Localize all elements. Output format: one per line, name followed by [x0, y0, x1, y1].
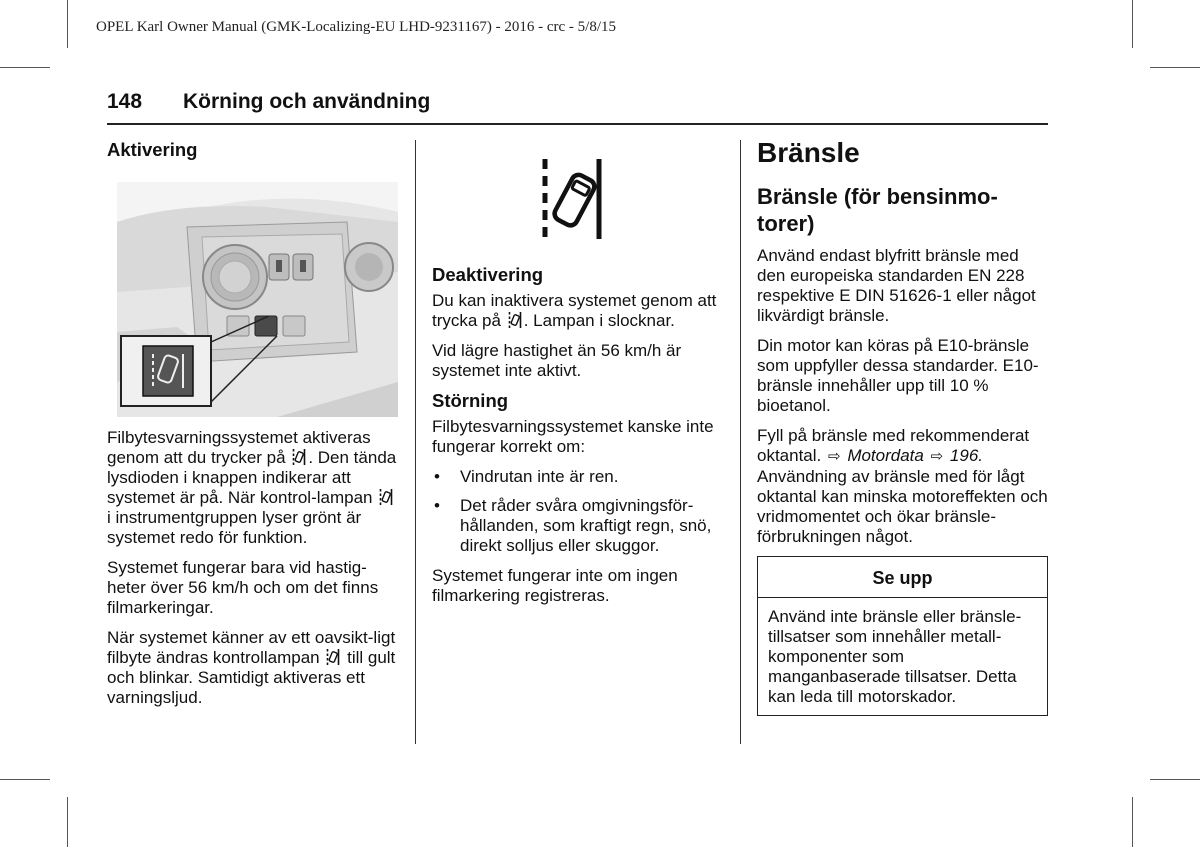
text: till gult och blinkar. Samtidigt aktiveras ett varningsljud. — [107, 648, 396, 707]
col3-body — [757, 137, 1049, 557]
lane-departure-warning-icon — [536, 157, 608, 241]
crop-mark — [67, 0, 68, 48]
crop-mark — [0, 67, 50, 68]
page-number: 148 — [107, 90, 143, 113]
heading-deactivation: Deaktivering — [432, 264, 544, 285]
text: . Den tända lysdioden i knappen indikerar att systemet är på. När kontrol-lampan — [107, 448, 397, 507]
paragraph: Använd endast blyfritt bränsle med den europeiska standarden EN 228 respektive E DIN 51626-1 eller något likvärdigt bränsle. — [757, 246, 1036, 325]
paragraph — [107, 428, 397, 548]
heading-activation: Aktivering — [107, 139, 198, 160]
punctuation: . — [978, 446, 984, 465]
lane-departure-warning-icon — [292, 448, 306, 466]
crop-mark — [1132, 0, 1133, 48]
paragraph: Systemet fungerar inte om ingen filmarkering registreras. — [432, 566, 678, 605]
column-divider — [415, 140, 416, 744]
reference-arrow-icon: ⇨ — [828, 448, 841, 465]
text: När systemet känner av ett oavsikt-ligt filbyte ändras kontrollampan — [107, 628, 396, 667]
crop-mark — [1150, 67, 1200, 68]
list-item: • Det råder svåra omgivningsför-hållanden, som kraftigt regn, snö, direkt solljus eller skuggor. — [432, 496, 727, 556]
crop-mark — [1150, 779, 1200, 780]
lane-departure-warning-icon — [379, 488, 393, 506]
column-divider — [740, 140, 741, 744]
page-reference-link[interactable]: 196 — [949, 446, 979, 465]
paragraph — [757, 426, 1049, 547]
section-title: Körning och användning — [183, 90, 431, 113]
lane-departure-warning-icon — [326, 648, 340, 666]
col2-body — [432, 265, 727, 616]
paragraph: Systemet fungerar bara vid hastig-heter över 56 km/h och om det finns filmarkeringar. — [107, 558, 379, 617]
chapter-title: Bränsle — [757, 137, 860, 168]
caution-title: Se upp — [758, 557, 1047, 598]
text: Fyll på bränsle med rekommenderat oktantal. — [757, 426, 1030, 465]
cross-reference-link[interactable]: Motordata — [847, 446, 924, 465]
dashboard-illustration — [117, 182, 398, 417]
crop-mark — [0, 779, 50, 780]
paragraph — [432, 291, 727, 331]
text: Filbytesvarningssystemet aktiveras genom att du trycker på — [107, 428, 371, 467]
list-item: • Vindrutan inte är ren. — [432, 467, 727, 487]
text: i instrumentgruppen lyser grönt är systemet redo för funktion. — [107, 508, 362, 547]
text: . Lampan i slocknar. — [523, 311, 675, 330]
paragraph: Din motor kan köras på E10-bränsle som uppfyller dessa standarder. E10-bränsle innehåller upp till 10 % bioetanol. — [757, 336, 1039, 415]
crop-mark — [1132, 797, 1133, 847]
header-rule — [107, 123, 1048, 125]
lane-departure-warning-icon — [508, 311, 522, 329]
document-meta: OPEL Karl Owner Manual (GMK-Localizing-EU LHD-9231167) - 2016 - crc - 5/8/15 — [96, 19, 616, 35]
crop-mark — [67, 797, 68, 847]
col1-body — [107, 428, 397, 718]
paragraph: Vid lägre hastighet än 56 km/h är systemet inte aktivt. — [432, 341, 682, 380]
caution-box — [757, 556, 1048, 716]
paragraph: Filbytesvarningssystemet kanske inte fungerar korrekt om: — [432, 417, 714, 456]
heading-fault: Störning — [432, 390, 509, 411]
text: Användning av bränsle med för lågt oktantal kan minska motoreffekten och vridmomentet och ökar bränsle-förbrukningen något. — [757, 467, 1048, 546]
caution-text: Använd inte bränsle eller bränsle-tillsatser som innehåller metall-komponenter som manganbaserade tillsatser. Detta kan leda till motorskador. — [768, 607, 1022, 706]
text: Du kan inaktivera systemet genom att trycka på — [432, 291, 717, 330]
bullet-list — [432, 467, 727, 556]
paragraph — [107, 628, 397, 708]
reference-arrow-icon: ⇨ — [930, 448, 944, 465]
subsection-title: Bränsle (för bensinmo-torer) — [757, 184, 998, 236]
